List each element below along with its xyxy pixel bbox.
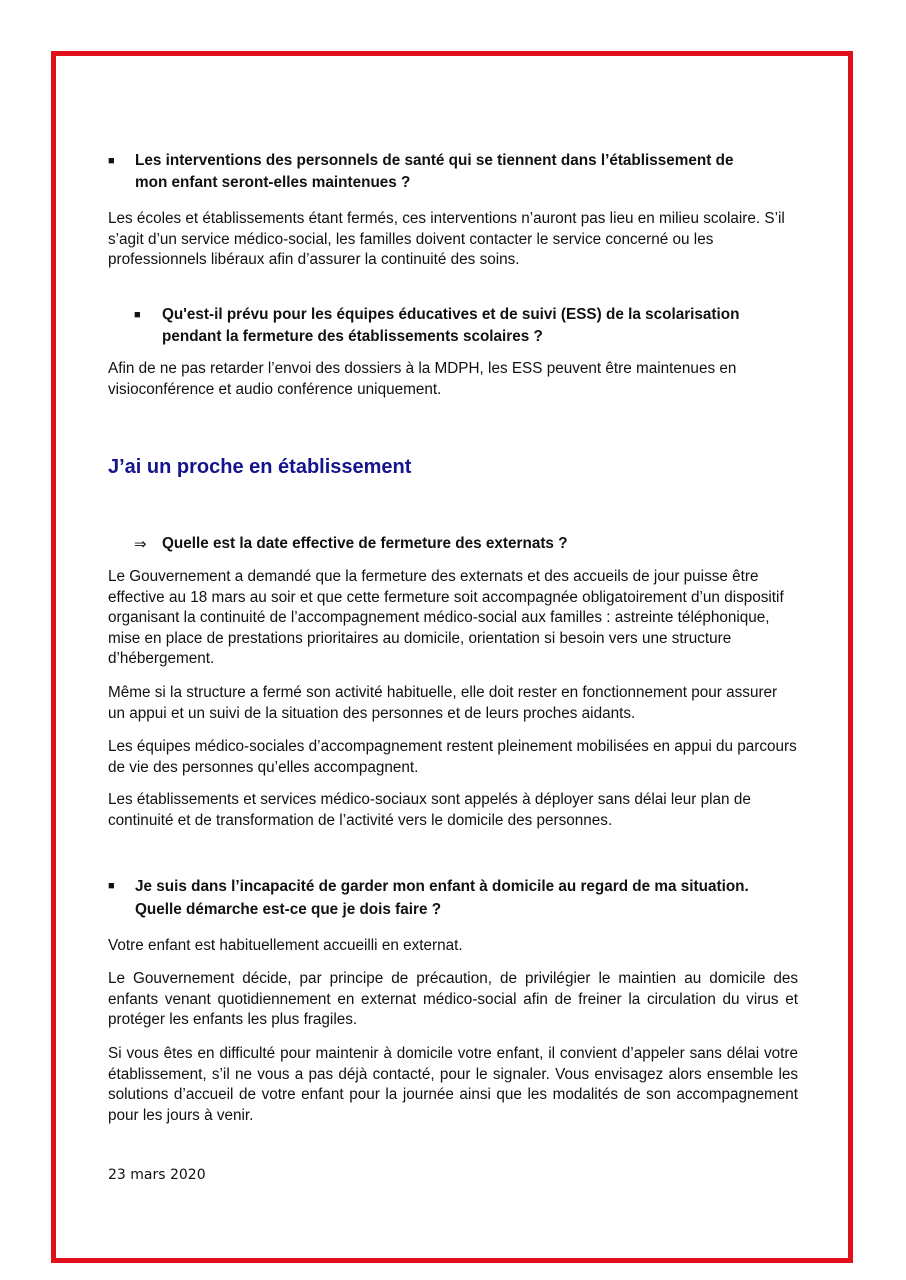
section-heading: J’ai un proche en établissement	[108, 456, 412, 478]
answer-3-paragraph-3: Les équipes médico-sociales d’accompagnement restent pleinement mobilisées en appui du parcours de vie des personnes qu’elles accompagnent.	[108, 738, 797, 776]
square-bullet-icon: ■	[108, 880, 115, 892]
answer-1: Les écoles et établissements étant fermés, ces interventions n’auront pas lieu en milieu scolaire. S’il s’agit d’un service médico-social, les familles doivent contacter le service concerné ou les professionnels libéraux afin d’assurer la continuité des soins.	[108, 210, 785, 269]
question-3-title: Quelle est la date effective de fermeture des externats ?	[162, 535, 568, 552]
question-2-line-2: pendant la fermeture des établissements scolaires ?	[162, 328, 543, 345]
answer-3-paragraph-1: Le Gouvernement a demandé que la fermeture des externats et des accueils de jour puisse être effective au 18 mars au soir et que cette fermeture soit accompagnée obligatoirement d’un dispositif organisant la continuité de l’accompagnement médico-social aux familles : astreinte téléphonique, mise en place de prestations prioritaires au domicile, orientation si besoin vers une structure d’hébergement.	[108, 568, 784, 668]
question-4-title	[135, 875, 805, 921]
answer-3-paragraph-2: Même si la structure a fermé son activité habituelle, elle doit rester en fonctionnement pour assurer un appui et un suivi de la situation des personnes et de leurs proches aidants.	[108, 684, 778, 722]
question-2-title	[162, 304, 802, 348]
question-1-line-2: mon enfant seront-elles maintenues ?	[135, 174, 411, 191]
answer-4-paragraph-2: Le Gouvernement décide, par principe de précaution, de privilégier le maintien au domicile des enfants venant quotidiennement en externat médico-social afin de freiner la circulation du virus et protéger les enfants les plus fragiles.	[108, 970, 798, 1029]
square-bullet-icon: ■	[134, 309, 141, 321]
question-4-line-1: Je suis dans l’incapacité de garder mon enfant à domicile au regard de ma situation.	[135, 878, 749, 895]
answer-4-paragraph-3: Si vous êtes en difficulté pour maintenir à domicile votre enfant, il convient d’appeler sans délai votre établissement, s’il ne vous a pas déjà contacté, pour le signaler. Vous envisagez alors ensemble les solutions d’accueil de votre enfant pour la journée ainsi que les modalités de son accompagnement pour les jours à venir.	[108, 1045, 798, 1124]
square-bullet-icon: ■	[108, 155, 115, 167]
question-1-line-1: Les interventions des personnels de santé qui se tiennent dans l’établissement de	[135, 152, 734, 169]
question-1-title	[135, 150, 805, 194]
question-2-line-1: Qu'est-il prévu pour les équipes éducatives et de suivi (ESS) de la scolarisation	[162, 306, 740, 323]
answer-3-paragraph-4: Les établissements et services médico-sociaux sont appelés à déployer sans délai leur plan de continuité et de transformation de l’activité vers le domicile des personnes.	[108, 791, 751, 829]
answer-2: Afin de ne pas retarder l’envoi des dossiers à la MDPH, les ESS peuvent être maintenues en visioconférence et audio conférence uniquement.	[108, 360, 737, 398]
answer-4-paragraph-1: Votre enfant est habituellement accueilli en externat.	[108, 937, 463, 954]
question-4-line-2: Quelle démarche est-ce que je dois faire ?	[135, 901, 442, 918]
footer-date: 23 mars 2020	[108, 1167, 206, 1183]
implies-arrow-icon: ⇒	[134, 535, 147, 553]
